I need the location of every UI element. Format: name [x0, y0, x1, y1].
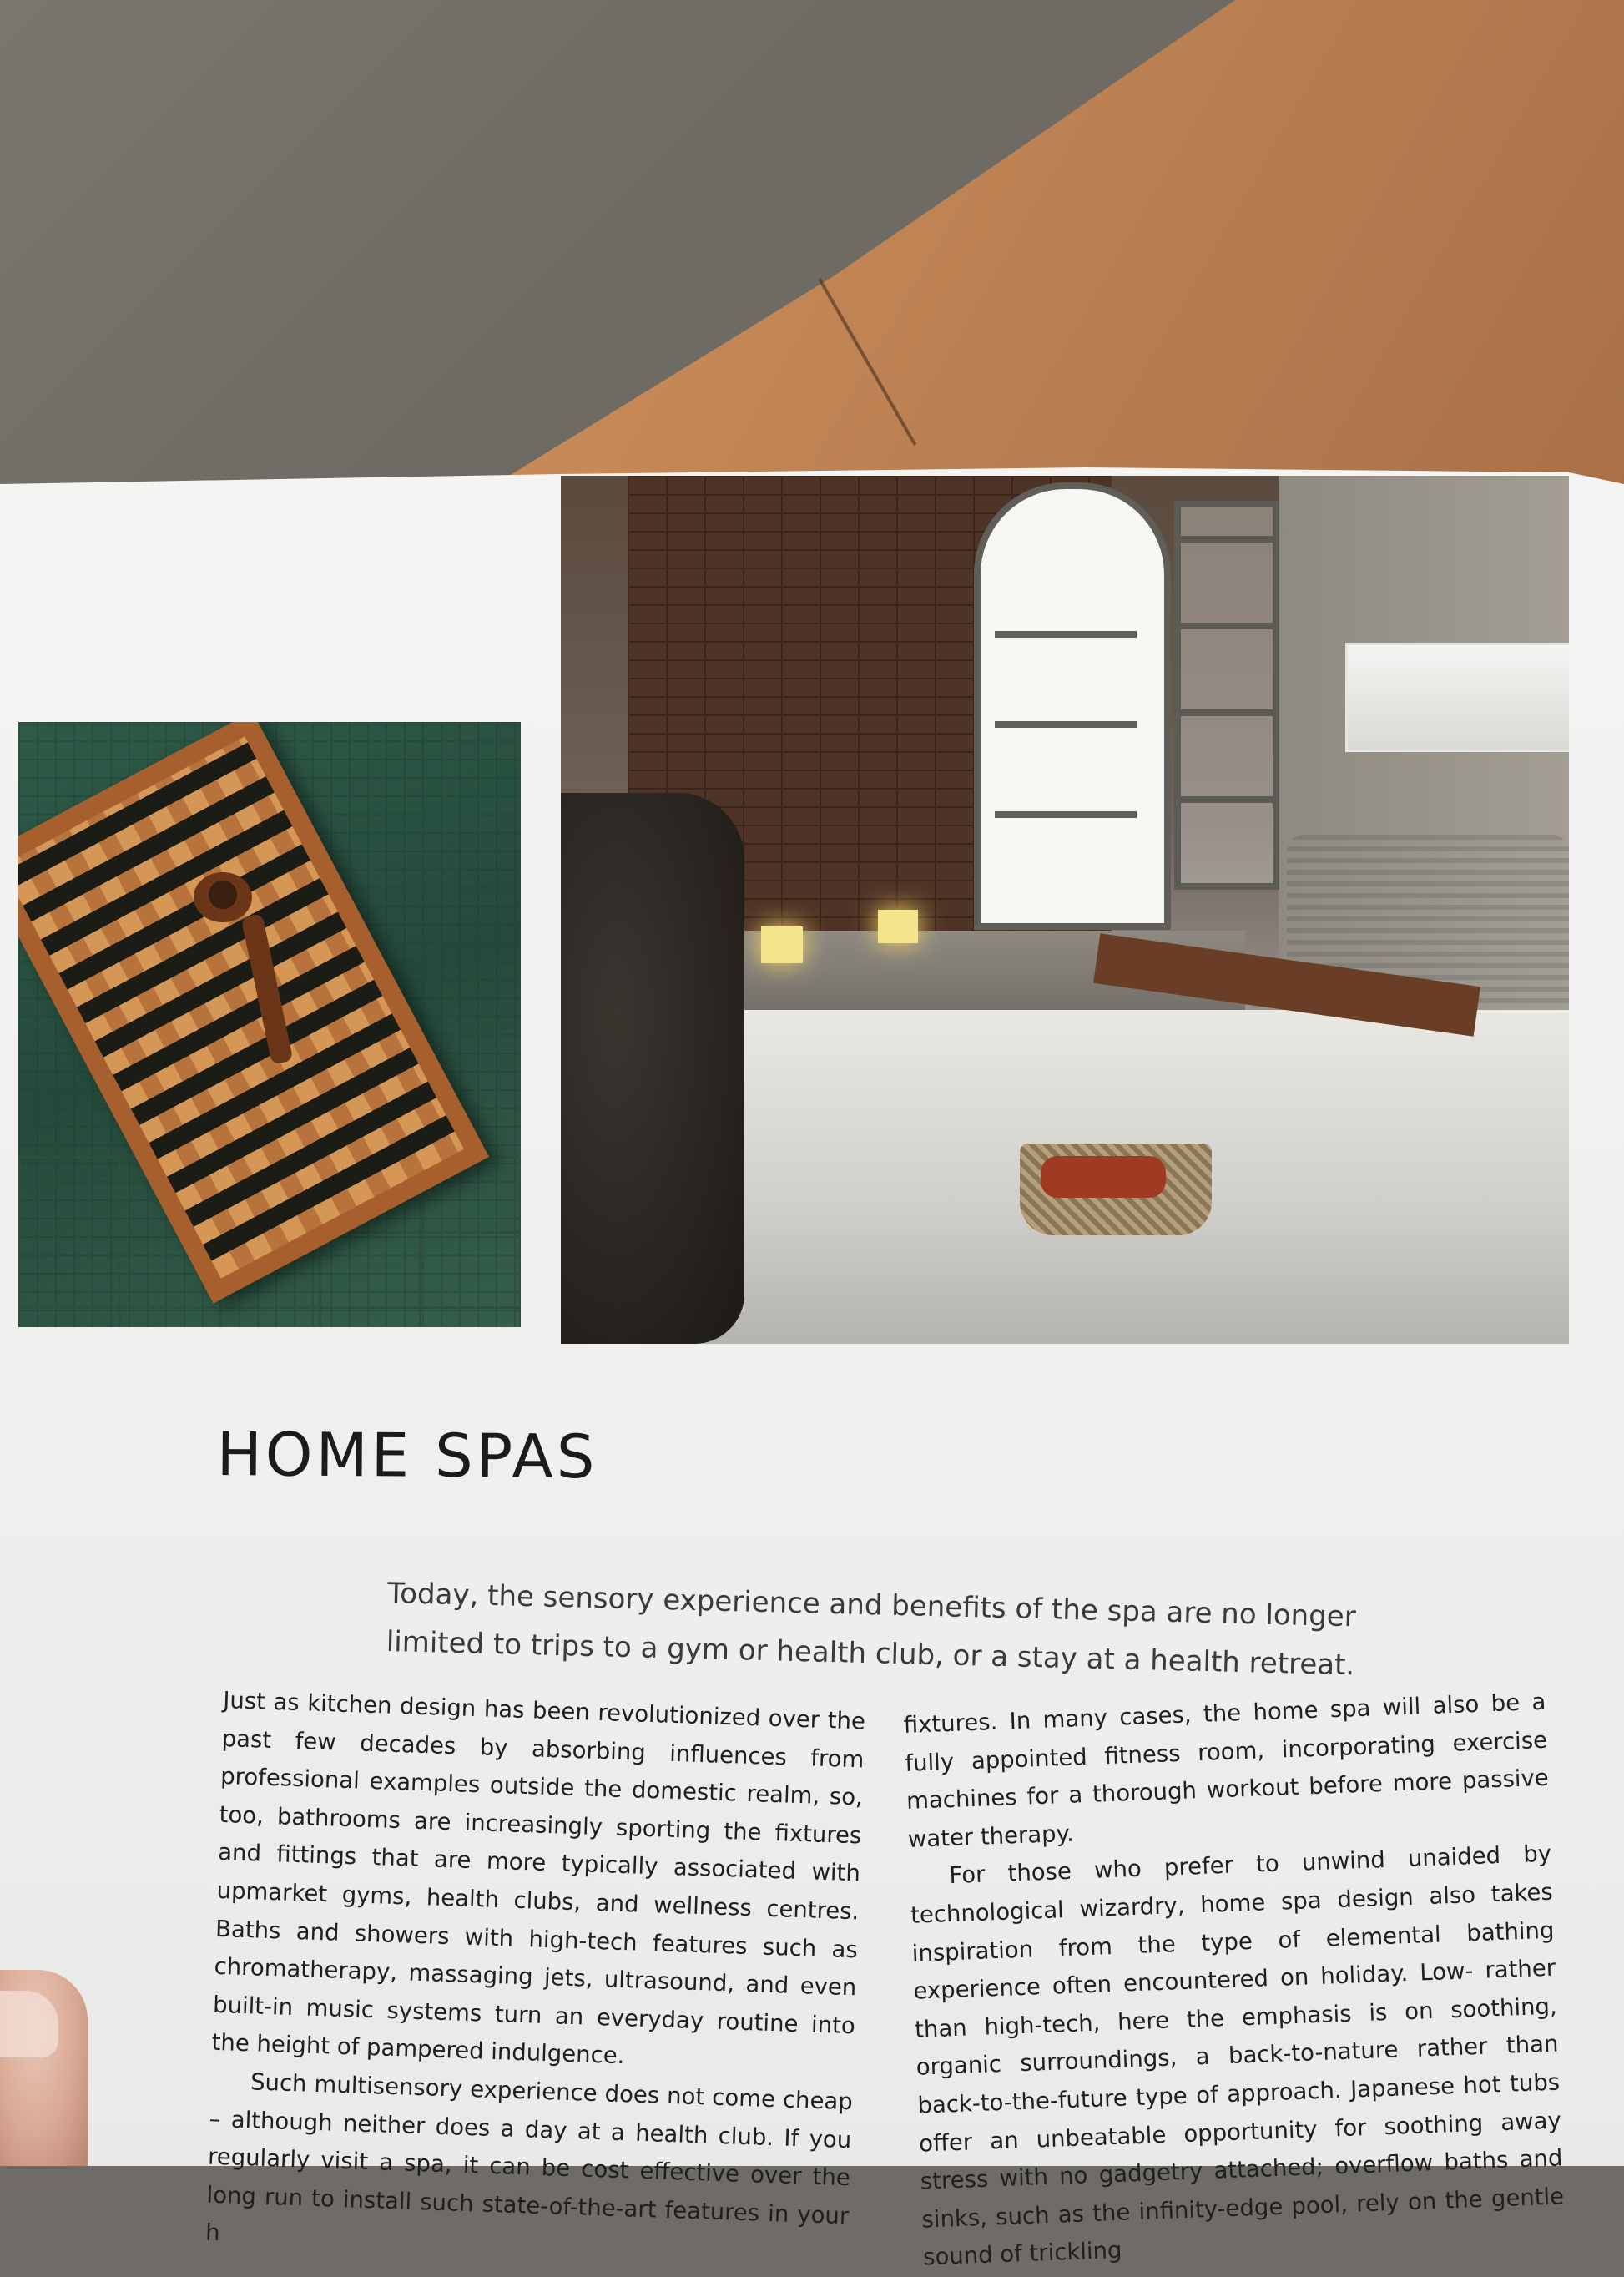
planter-vessel: [561, 793, 744, 1344]
body-paragraph: Such multisensory experience does not come cheap – although neither does a day at a health club. If you regularly visit a spa, it can be cost effective over the long run to install such state-of-the-art features in your h: [204, 2068, 854, 2247]
candle: [878, 910, 918, 943]
body-column-right: [903, 1684, 1566, 2277]
body-column-left: [204, 1682, 865, 2274]
article-title: HOME SPAS: [216, 1419, 598, 1492]
candle: [761, 926, 803, 963]
window-mullions: [995, 559, 1137, 901]
thumbnail: [0, 1991, 58, 2057]
article-intro: Today, the sensory experience and benefits of the spa are no longer limited to trips to a gym or health club, or a stay at a health retreat.: [386, 1576, 1357, 1683]
spa-room-photo: [561, 476, 1569, 1344]
body-paragraph: Just as kitchen design has been revolutionized over the past few decades by absorbing influences from professional examples outside the domestic realm, so, too, bathrooms are increasingly sporting the fixtures and fittings that are more typically associated with upmarket gyms, health clubs, and wellness centres. Baths and showers with high-tech features such as chromatherapy, massaging jets, ultrasound, and even built-in music systems turn an everyday routine into the height of pampered indulgence.: [211, 1686, 866, 2070]
body-paragraph: fixtures. In many cases, the home spa will also be a fully appointed fitness room, incorporating exercise machines for a thorough workout before more passive water therapy.: [903, 1688, 1550, 1853]
body-paragraph: For those who prefer to unwind unaided by technological wizardry, home spa design also takes inspiration from the type of elemental bathing experience often encountered on holiday. Low- rather than high-tech, here the emphasis is on soothing, organic surroundings, a back-to-nature rather than back-to-the-future type of approach. Japanese hot tubs offer an unbeatable opportunity for soothing away stress with no gadgetry attached; overflow baths and sinks, such as the infinity-edge pool, rely on the gentle sound of trickling: [910, 1840, 1565, 2271]
framed-photograph: [1345, 643, 1569, 752]
open-window-door: [1174, 501, 1279, 890]
red-towel: [1041, 1156, 1166, 1198]
teak-bath-grate-photo: [18, 722, 521, 1327]
wooden-ladle: [194, 872, 252, 922]
